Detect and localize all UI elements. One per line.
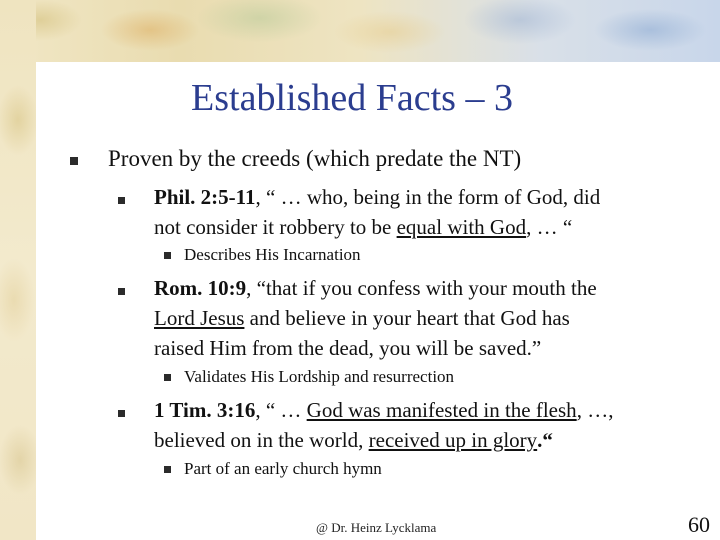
bullet-square-icon bbox=[118, 197, 125, 204]
underlined-text: God was manifested in the flesh bbox=[306, 398, 577, 422]
bullet-proven-by-creeds: Proven by the creeds (which predate the NT) bbox=[108, 146, 522, 171]
scripture-ref: Phil. 2:5-11 bbox=[154, 185, 256, 209]
item-text: , …, bbox=[576, 398, 614, 422]
bullet-square-icon bbox=[164, 466, 171, 473]
decorative-leaf-banner bbox=[0, 0, 720, 62]
item-text: believed on in the world, bbox=[154, 428, 369, 452]
item-text: , “ … who, being in the form of God, did bbox=[255, 185, 601, 209]
underlined-text: Lord Jesus bbox=[154, 306, 245, 330]
underlined-text: received up in glory bbox=[368, 428, 538, 452]
bullet-square-icon bbox=[164, 252, 171, 259]
scripture-ref: 1 Tim. 3:16 bbox=[154, 398, 256, 422]
page-number: 60 bbox=[688, 512, 710, 537]
note-lordship: Validates His Lordship and resurrection bbox=[184, 367, 455, 386]
item-text: , “ … bbox=[255, 398, 307, 422]
slide-title: Established Facts – 3 bbox=[191, 77, 513, 119]
bullet-square-icon bbox=[118, 288, 125, 295]
item-text: , … “ bbox=[526, 215, 573, 239]
item-phil bbox=[154, 182, 600, 242]
underlined-text: equal with God bbox=[396, 215, 527, 239]
item-text: , “that if you confess with your mouth the bbox=[246, 276, 597, 300]
bullet-square-icon bbox=[164, 374, 171, 381]
item-text: .“ bbox=[537, 428, 553, 452]
item-text: not consider it robbery to be bbox=[154, 215, 397, 239]
item-text: raised Him from the dead, you will be saved.” bbox=[154, 336, 542, 360]
footer-author: @ Dr. Heinz Lycklama bbox=[316, 520, 437, 535]
scripture-ref: Rom. 10:9 bbox=[154, 276, 247, 300]
note-incarnation: Describes His Incarnation bbox=[184, 245, 361, 264]
item-text: and believe in your heart that God has bbox=[244, 306, 570, 330]
item-tim bbox=[154, 395, 613, 455]
bullet-square-icon bbox=[70, 157, 78, 165]
bullet-square-icon bbox=[118, 410, 125, 417]
item-rom bbox=[154, 273, 597, 363]
note-hymn: Part of an early church hymn bbox=[184, 459, 382, 478]
